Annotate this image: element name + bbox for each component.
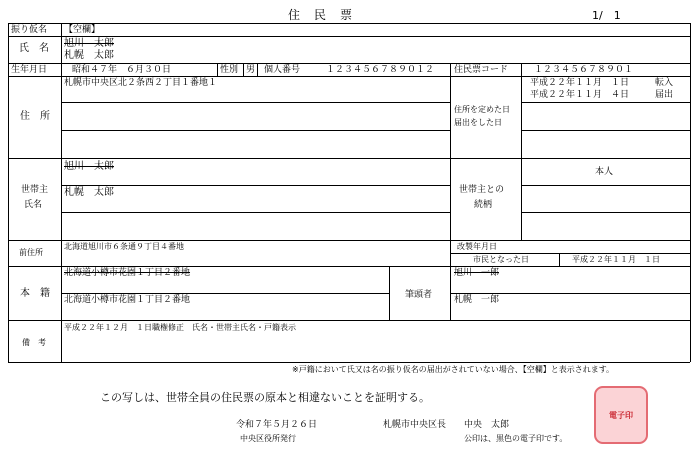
former-householder-name: 旭川 太郎 [64,161,114,172]
previous-address-label: 前住所 [19,248,43,257]
address-set-date-label: 住所を定めた日 [454,105,510,114]
current-name: 札幌 太郎 [64,50,114,61]
notification-date: 平成２２年１１月 ４日 [530,90,630,100]
furigana-value: 【空欄】 [64,25,101,35]
citizen-date-label: 市民となった日 [473,255,529,264]
my-number-value: １２３４５６７８９０１２ [326,65,435,75]
relationship-value: 本人 [595,167,614,177]
current-householder-name: 札幌 太郎 [64,187,114,198]
furigana-label: 振り仮名 [11,25,48,35]
page-number: 1/ 1 [592,9,621,22]
resident-code-label: 住民票コード [454,65,509,75]
seal-note: 公印は、黒色の電子印です。 [464,434,568,443]
move-in-date: 平成２２年１１月 １日 [530,78,630,88]
former-family-head: 旭川 一郎 [454,268,500,278]
householder-label: 世帯主 [21,185,49,195]
citizen-date-value: 平成２２年１１月 １日 [572,255,660,264]
former-domicile: 北海道小樽市花園１丁目２番地 [64,268,191,278]
remarks-value: 平成２２年１２月 １日職権修正 氏名・世帯主氏名・戸籍表示 [64,323,296,332]
householder-name-label: 氏名 [24,200,43,210]
resident-code-value: １２３４５６７８９０１ [534,65,634,75]
name-label: 氏 名 [19,43,49,54]
remarks-label: 備 考 [22,338,46,347]
current-family-head: 札幌 一郎 [454,295,500,305]
footnote: ※戸籍において氏又は名の振り仮名の届出がされていない場合、【空欄】と表示されます。 [292,365,615,374]
electronic-seal-stamp [594,386,648,444]
current-domicile: 北海道小樽市花園１丁目２番地 [64,295,191,305]
electronic-seal-text: 電子印 [609,411,633,420]
sex-label: 性別 [220,65,239,75]
address-value: 札幌市中央区北２条西２丁目１番地１ [64,78,218,88]
sex-value: 男 [246,65,256,75]
move-in-type: 転入 [655,78,674,88]
family-head-label: 筆頭者 [405,290,433,300]
my-number-label: 個人番号 [264,65,301,75]
relationship-sub-label: 続柄 [474,200,493,210]
notification-type: 届出 [655,90,674,100]
issuing-office: 中央区役所発行 [240,434,296,443]
reform-date-label: 改製年月日 [457,242,497,251]
previous-address-value: 北海道旭川市６条通９丁目４番地 [64,242,184,251]
address-label: 住 所 [20,111,50,122]
birth-date-value: 昭和４７年 ６月３０日 [72,65,172,75]
domicile-label: 本 籍 [20,288,50,299]
document-title: 住 民 票 [288,8,354,22]
address-notified-date-label: 届出をした日 [454,118,502,127]
relationship-label: 世帯主との [459,185,505,195]
issuing-mayor: 札幌市中央区長 中央 太郎 [383,420,510,430]
issue-date: 令和７年５月２６日 [236,420,318,430]
birth-date-label: 生年月日 [11,65,48,75]
certification-statement: この写しは、世帯全員の住民票の原本と相違ないことを証明する。 [100,391,430,404]
former-name: 旭川 太郎 [64,38,114,49]
